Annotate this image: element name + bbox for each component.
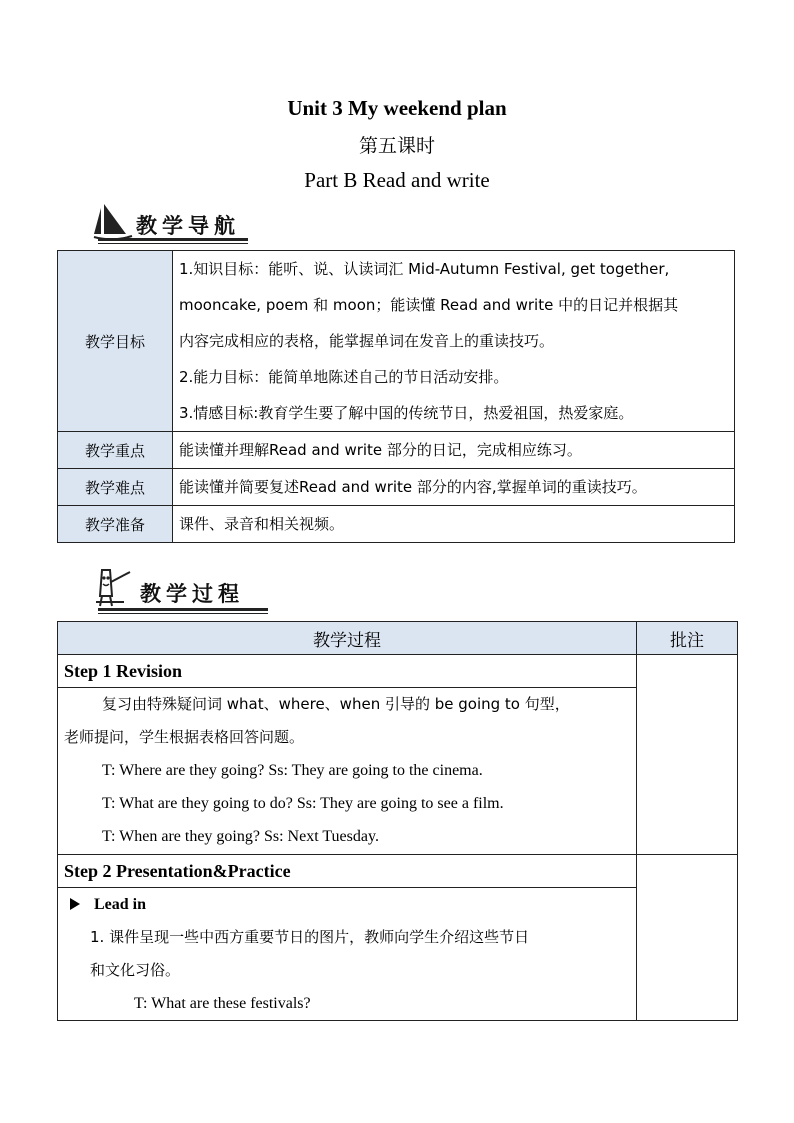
lead-in-label: Lead in: [94, 896, 147, 913]
banner-underline: [98, 608, 268, 611]
nav-banner: [92, 200, 262, 248]
process-banner-text: 教学过程: [140, 582, 244, 606]
difficulty-value: 能读懂并简要复述Read and write 部分的内容,掌握单词的重读技巧。: [173, 469, 735, 506]
goal-label: 教学目标: [58, 251, 173, 432]
process-banner: [92, 566, 272, 614]
step-1-question-1: T: Where are they going? Ss: They are going to the cinema.: [102, 762, 483, 779]
nav-banner-text: 教学导航: [136, 214, 240, 238]
key-value: 能读懂并理解Read and write 部分的日记，完成相应练习。: [173, 432, 735, 469]
goals-table: [57, 250, 735, 543]
step-1-notes: [637, 655, 738, 855]
step-1-line-2: 老师提问，学生根据表格回答问题。: [64, 728, 305, 746]
goal-line-1c: 内容完成相应的表格，能掌握单词在发音上的重读技巧。: [179, 332, 555, 350]
step-2-title: Step 2 Presentation&Practice: [58, 855, 637, 888]
banner-underline: [98, 238, 248, 241]
banner-underline-thin: [98, 613, 268, 614]
step-2-notes: [637, 855, 738, 1021]
step-1-line-1: 复习由特殊疑问词 what、where、when 引导的 be going to 句型，: [102, 695, 570, 713]
step-1-body: [58, 688, 637, 855]
step-2-question: T: What are these festivals?: [134, 995, 311, 1012]
goal-line-3: 3.情感目标:教育学生要了解中国的传统节日，热爱祖国，热爱家庭。: [179, 404, 634, 422]
difficulty-label: 教学难点: [58, 469, 173, 506]
goal-value: [173, 251, 735, 432]
goal-line-2: 2.能力目标：能简单地陈述自己的节日活动安排。: [179, 368, 509, 386]
key-label: 教学重点: [58, 432, 173, 469]
step-2-item-1a: 1. 课件呈现一些中西方重要节日的图片，教师向学生介绍这些节日: [90, 928, 530, 946]
step-2-body: [58, 888, 637, 1021]
step-1-question-3: T: When are they going? Ss: Next Tuesday.: [102, 828, 379, 845]
part-title: Part B Read and write: [304, 168, 490, 192]
prep-label: 教学准备: [58, 506, 173, 543]
process-table: [57, 621, 738, 1021]
goal-line-1b: mooncake, poem 和 moon；能读懂 Read and write 中的日记并根据其: [179, 296, 679, 314]
notes-column-header: 批注: [637, 622, 738, 655]
page-title: Unit 3 My weekend plan: [287, 96, 507, 120]
lesson-number: 第五课时: [358, 135, 435, 157]
pencil-figure-icon: [92, 566, 136, 612]
process-column-header: 教学过程: [58, 622, 637, 655]
banner-underline-thin: [98, 243, 248, 244]
prep-value: 课件、录音和相关视频。: [173, 506, 735, 543]
step-1-question-2: T: What are they going to do? Ss: They are going to see a film.: [102, 795, 504, 812]
step-1-title: Step 1 Revision: [58, 655, 637, 688]
goal-line-1a: 1.知识目标：能听、说、认读词汇 Mid-Autumn Festival, get together,: [179, 260, 670, 278]
step-2-item-1b: 和文化习俗。: [90, 961, 181, 979]
lead-in-item: [64, 888, 632, 921]
bullet-arrow-icon: [70, 898, 80, 910]
